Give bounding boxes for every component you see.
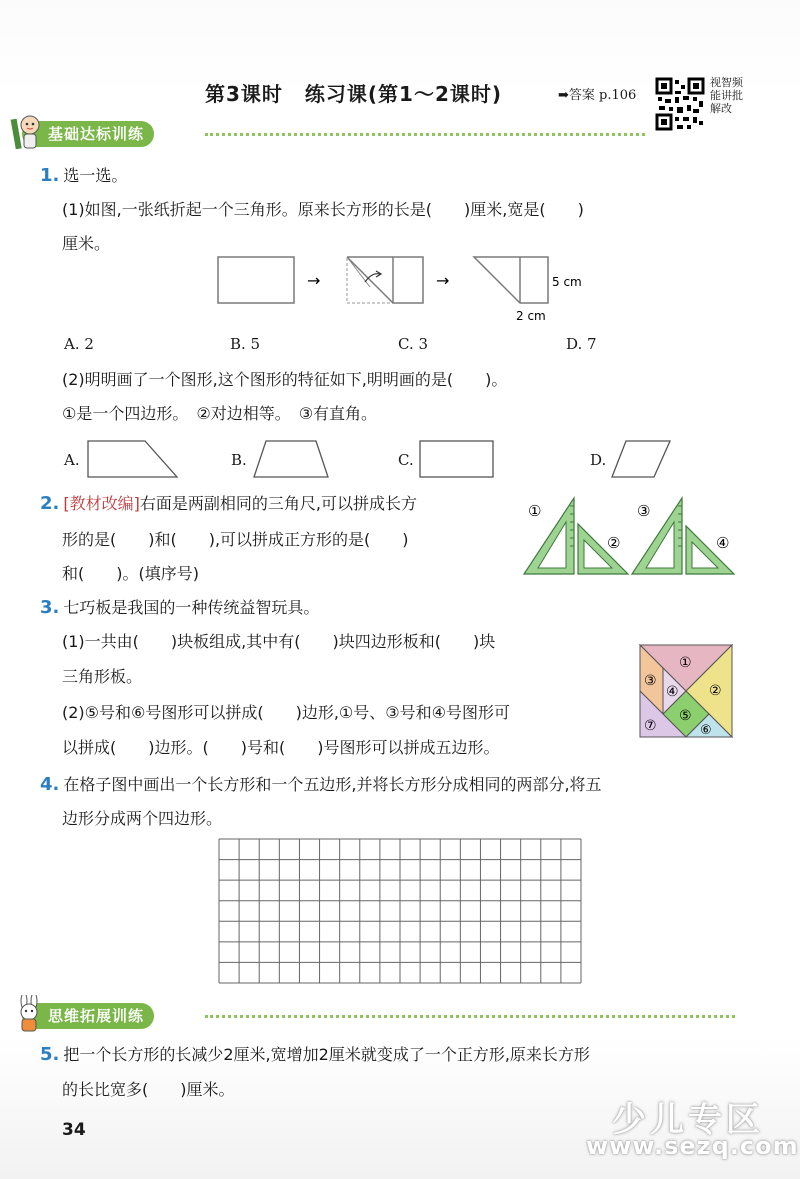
- video-explanation-label: 视智频能讲批解改: [710, 76, 743, 115]
- page-number: 34: [62, 1120, 86, 1140]
- question-text: 把一个长方形的长减少2厘米,宽增加2厘米就变成了一个正方形,原来长方形: [63, 1045, 590, 1064]
- q3-part2-line1: (2)⑤号和⑥号图形可以拼成( )边形,①号、③号和④号图形可: [62, 703, 510, 722]
- tangram-label-1: ①: [679, 655, 692, 671]
- label-3: ③: [637, 502, 651, 520]
- question-4-line1: [40, 775, 602, 795]
- option-label: B.: [231, 451, 247, 469]
- question-5-line1: [40, 1045, 590, 1065]
- arrow-icon: →: [307, 271, 321, 290]
- arrow-icon: →: [436, 271, 450, 290]
- q1-part2-features: ①是一个四边形。 ②对边相等。 ③有直角。: [62, 404, 378, 423]
- folding-rectangle: [347, 257, 423, 303]
- q3-part1-line1: (1)一共由( )块板组成,其中有( )块四边形板和( )块: [62, 632, 496, 651]
- dimension-2cm: 2 cm: [516, 309, 546, 323]
- tangram-label-7: ⑦: [644, 718, 657, 734]
- lesson-topic: 练习课(第1～2课时): [304, 82, 503, 106]
- question-2-line1: [40, 494, 417, 514]
- q1-part1-line2: 厘米。: [62, 234, 111, 253]
- watermark-logo-text: 少儿专区: [612, 1100, 764, 1140]
- rabbit-mascot-icon: [10, 995, 44, 1035]
- q1-shape-option-b[interactable]: [231, 451, 247, 469]
- tangram-figure: [638, 643, 734, 739]
- q1-option-b[interactable]: B. 5: [230, 335, 261, 353]
- folded-shape: [474, 257, 548, 303]
- section-basic-label: 基础达标训练: [22, 121, 154, 147]
- q1-part2-line1: (2)明明画了一个图形,这个图形的特征如下,明明画的是( )。: [62, 370, 508, 389]
- q3-part1-line2: 三角形板。: [62, 667, 143, 686]
- option-label: C.: [398, 451, 414, 469]
- q1-shape-option-a[interactable]: [64, 451, 80, 469]
- section-basic-header: [0, 121, 800, 151]
- label-4: ④: [716, 534, 730, 552]
- q1-shape-option-d[interactable]: [590, 451, 606, 469]
- drawing-grid[interactable]: [218, 838, 582, 984]
- question-text: 在格子图中画出一个长方形和一个五边形,并将长方形分成相同的两部分,将五: [63, 775, 602, 794]
- original-rectangle: [218, 257, 294, 303]
- q1-option-a[interactable]: A. 2: [64, 335, 94, 353]
- section-divider: [205, 1015, 735, 1018]
- question-number: 3.: [40, 597, 60, 618]
- question-text: 七巧板是我国的一种传统益智玩具。: [63, 598, 320, 617]
- q1-option-c[interactable]: C. 3: [398, 335, 429, 353]
- isosceles-trapezoid-shape: [252, 438, 330, 480]
- section-divider: [205, 133, 645, 136]
- set-square-2: [578, 524, 628, 574]
- section-extend-header: [0, 1003, 800, 1033]
- rectangle-shape: [418, 438, 496, 480]
- question-text: 右面是两副相同的三角尺,可以拼成长方: [139, 494, 417, 513]
- question-4-line2: 边形分成两个四边形。: [62, 809, 223, 828]
- question-number: 4.: [40, 774, 60, 795]
- question-text: 选一选。: [63, 166, 128, 185]
- question-3-stem: [40, 598, 319, 618]
- question-2-line3: 和( )。(填序号): [62, 564, 199, 583]
- option-label: D.: [590, 451, 607, 469]
- question-5-line2: 的长比宽多( )厘米。: [62, 1080, 235, 1099]
- parallelogram-shape: [610, 438, 672, 480]
- q3-part2-line2: 以拼成( )边形。( )号和( )号图形可以拼成五边形。: [62, 738, 500, 757]
- paper-fold-figure: [210, 252, 610, 326]
- pencil-mascot-icon: [10, 113, 44, 153]
- watermark-url: www.sezq.com: [586, 1132, 799, 1160]
- triangle-rulers-figure: [520, 492, 752, 580]
- question-1-stem: [40, 166, 127, 186]
- q1-part1-line1: (1)如图,一张纸折起一个三角形。原来长方形的长是( )厘米,宽是( ): [62, 200, 584, 219]
- lesson-label: 第3课时: [205, 82, 283, 106]
- question-number: 1.: [40, 165, 60, 186]
- answer-reference: ➡答案 p.106: [558, 88, 637, 103]
- section-extend-label: 思维拓展训练: [22, 1003, 154, 1029]
- question-number: 2.: [40, 493, 60, 514]
- trapezoid-shape: [85, 438, 180, 480]
- tangram-label-3: ③: [644, 673, 657, 689]
- q1-shape-option-c[interactable]: [398, 451, 414, 469]
- question-number: 5.: [40, 1044, 60, 1065]
- option-label: A.: [64, 451, 80, 469]
- tangram-label-5: ⑤: [679, 708, 692, 724]
- page-title: [205, 78, 502, 107]
- tangram-label-6: ⑥: [700, 723, 712, 738]
- tangram-label-2: ②: [709, 683, 722, 699]
- label-1: ①: [528, 502, 542, 520]
- q1-option-d[interactable]: D. 7: [566, 335, 597, 353]
- label-2: ②: [607, 534, 621, 552]
- question-2-line2: 形的是( )和( ),可以拼成正方形的是( ): [62, 530, 409, 549]
- textbook-adapted-tag: [教材改编]: [63, 494, 140, 513]
- dimension-5cm: 5 cm: [552, 275, 582, 289]
- tangram-label-4: ④: [666, 684, 679, 700]
